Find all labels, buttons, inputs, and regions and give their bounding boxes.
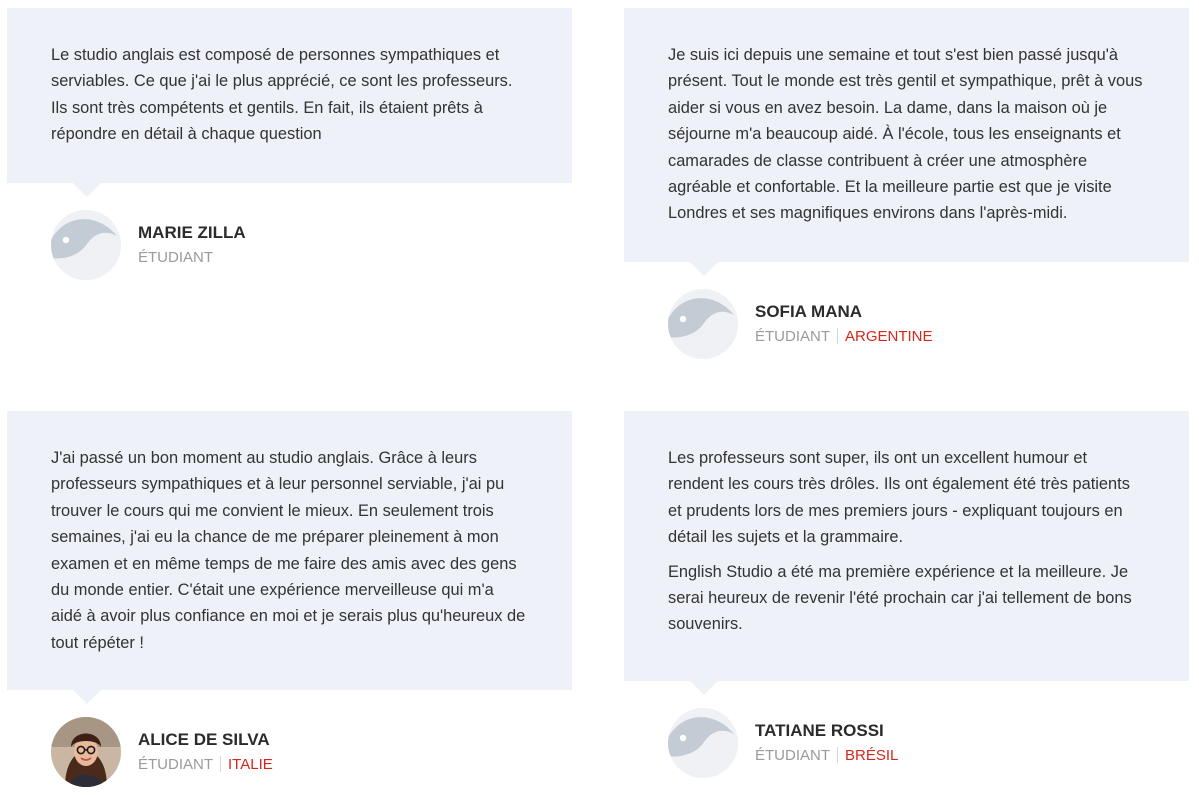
testimonial-card xyxy=(7,411,572,789)
author-country: ITALIE xyxy=(228,756,273,773)
testimonial-author xyxy=(624,289,1189,361)
placeholder-avatar-icon xyxy=(668,289,738,359)
quote-paragraph: J'ai passé un bon moment au studio anglais. Grâce à leurs professeurs sympathiques et à leur personnel serviable, j'ai pu trouver le cours qui me convient le mieux. En seulement trois semaines, j'ai eu la chance de me préparer pleinement à mon examen et en même temps de me faire des amis avec des gens du monde entier. C'était une expérience merveilleuse qui m'a aidé à avoir plus confiance en moi et je serais plus qu'heureux de tout répéter ! xyxy=(51,449,526,652)
testimonial-author xyxy=(7,210,572,282)
author-meta xyxy=(138,249,213,267)
testimonial-quote xyxy=(624,411,1189,681)
author-country: ARGENTINE xyxy=(845,328,933,345)
avatar xyxy=(668,289,738,359)
author-name: MARIE ZILLA xyxy=(138,223,246,242)
testimonial-quote xyxy=(7,411,572,690)
avatar xyxy=(51,210,121,280)
author-name: ALICE DE SILVA xyxy=(138,730,270,749)
photo-avatar-icon xyxy=(51,717,121,787)
author-name: TATIANE ROSSI xyxy=(755,721,884,740)
author-role: ÉTUDIANT xyxy=(755,328,830,345)
quote-paragraph: Je suis ici depuis une semaine et tout s'est bien passé jusqu'à présent. Tout le monde est très gentil et sympathique, prêt à vous aider si vous en avez besoin. La dame, dans la maison où je séjourne m'a beaucoup aidé. À l'école, tous les enseignants et camarades de classe contribuent à créer une atmosphère agréable et confortable. Et la meilleure partie est que je visite Londres et ses magnifiques environs dans l'après-midi. xyxy=(668,46,1143,223)
meta-divider xyxy=(220,756,221,772)
author-country: BRÉSIL xyxy=(845,747,899,764)
author-role: ÉTUDIANT xyxy=(138,249,213,266)
author-role: ÉTUDIANT xyxy=(138,756,213,773)
testimonial-card xyxy=(624,8,1189,361)
meta-divider xyxy=(837,328,838,344)
avatar xyxy=(668,708,738,778)
author-meta xyxy=(755,747,898,765)
author-meta xyxy=(755,328,933,346)
testimonial-quote xyxy=(624,8,1189,262)
testimonial-author xyxy=(7,717,572,789)
testimonial-card xyxy=(624,411,1189,780)
placeholder-avatar-icon xyxy=(51,210,121,280)
author-name: SOFIA MANA xyxy=(755,302,863,321)
testimonial-card xyxy=(7,8,572,282)
quote-paragraph: Les professeurs sont super, ils ont un excellent humour et rendent les cours très drôles. Ils ont également été très patients et prudents lors de mes premiers jours - expliquant toujours en détail les sujets et la grammaire. xyxy=(668,449,1130,547)
meta-divider xyxy=(837,747,838,763)
avatar xyxy=(51,717,121,787)
placeholder-avatar-icon xyxy=(668,708,738,778)
testimonial-quote xyxy=(7,8,572,183)
author-role: ÉTUDIANT xyxy=(755,747,830,764)
testimonial-author xyxy=(624,708,1189,780)
quote-paragraph: Le studio anglais est composé de personnes sympathiques et serviables. Ce que j'ai le plus apprécié, ce sont les professeurs. Ils sont très compétents et gentils. En fait, ils étaient prêts à répondre en détail à chaque question xyxy=(51,46,513,144)
quote-paragraph: English Studio a été ma première expérience et la meilleure. Je serai heureux de revenir l'été prochain car j'ai tellement de bons souvenirs. xyxy=(668,562,1132,634)
author-meta xyxy=(138,756,273,774)
